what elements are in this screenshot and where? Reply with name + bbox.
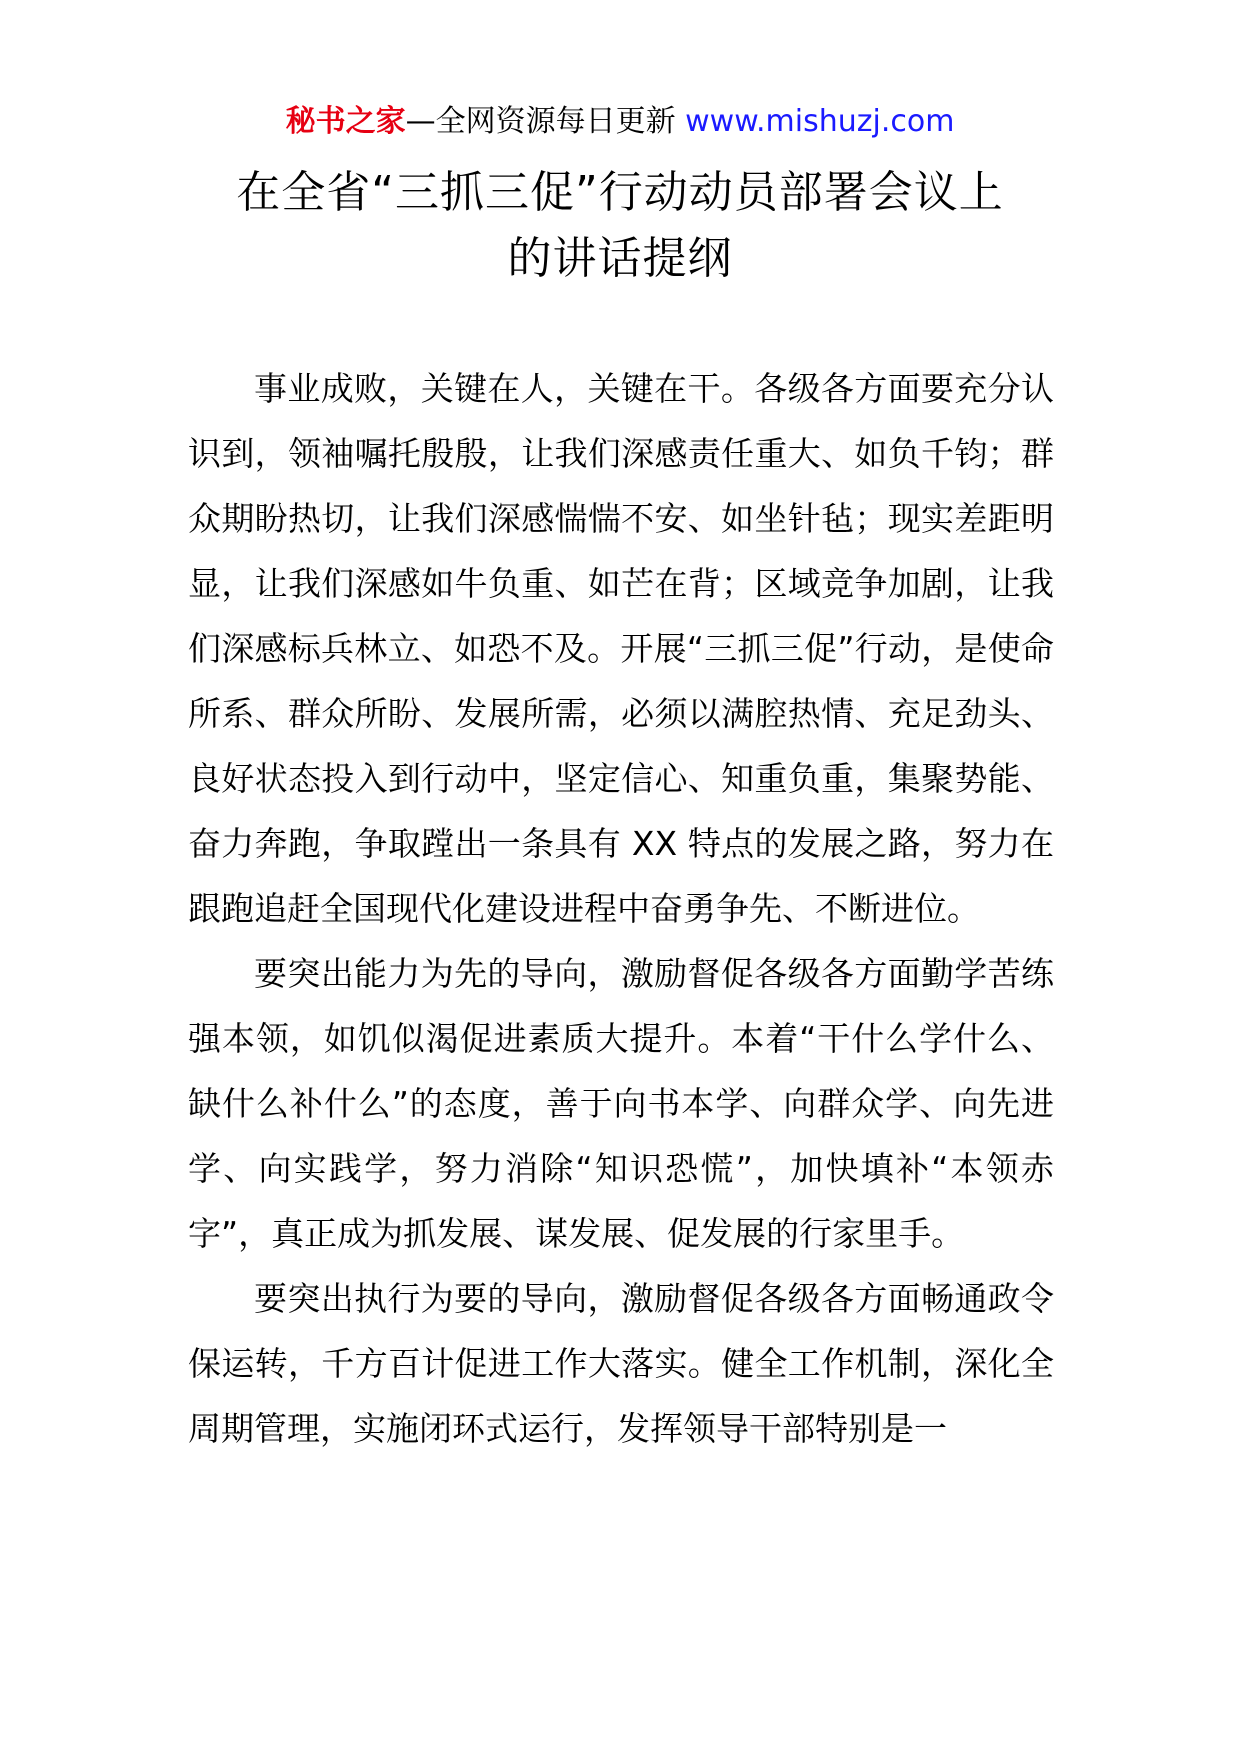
body-paragraph-1: 事业成败，关键在人，关键在干。各级各方面要充分认识到，领袖嘱托殷殷，让我们深感责任重大、如负千钧；群众期盼热切，让我们深感惴惴不安、如坐针毡；现实差距明显，让我们深感如牛负重、如芒在背；区域竞争加剧，让我们深感标兵林立、如恐不及。开展“三抓三促”行动，是使命所系、群众所盼、发展所需，必须以满腔热情、充足劲头、良好状态投入到行动中，坚定信心、知重负重，集聚势能、奋力奔跑，争取蹚出一条具有 XX 特点的发展之路，努力在跟跑追赶全国现代化建设进程中奋勇争先、不断进位。 — [188, 369, 1054, 928]
site-tagline: —全网资源每日更新 — [405, 104, 676, 139]
document-title-line-1: 在全省“三抓三促”行动动员部署会议上 — [236, 167, 1004, 218]
body-paragraph-3: 要突出执行为要的导向，激励督促各级各方面畅通政令保运转，千方百计促进工作大落实。健全工作机制，深化全周期管理，实施闭环式运行，发挥领导干部特别是一 — [188, 1279, 1054, 1448]
site-url[interactable]: www.mishuzj.com — [685, 104, 955, 139]
site-brand: 秘书之家 — [285, 104, 406, 139]
document-body — [188, 356, 1054, 1461]
body-paragraph-2: 要突出能力为先的导向，激励督促各级各方面勤学苦练强本领，如饥似渴促进素质大提升。本着“干什么学什么、缺什么补什么”的态度，善于向书本学、向群众学、向先进学、向实践学，努力消除“知识恐慌”，加快填补“本领赤字”，真正成为抓发展、谋发展、促发展的行家里手。 — [188, 954, 1054, 1253]
document-title-line-2: 的讲话提纲 — [507, 233, 733, 284]
document-title — [190, 160, 1050, 292]
site-header — [0, 100, 1240, 144]
